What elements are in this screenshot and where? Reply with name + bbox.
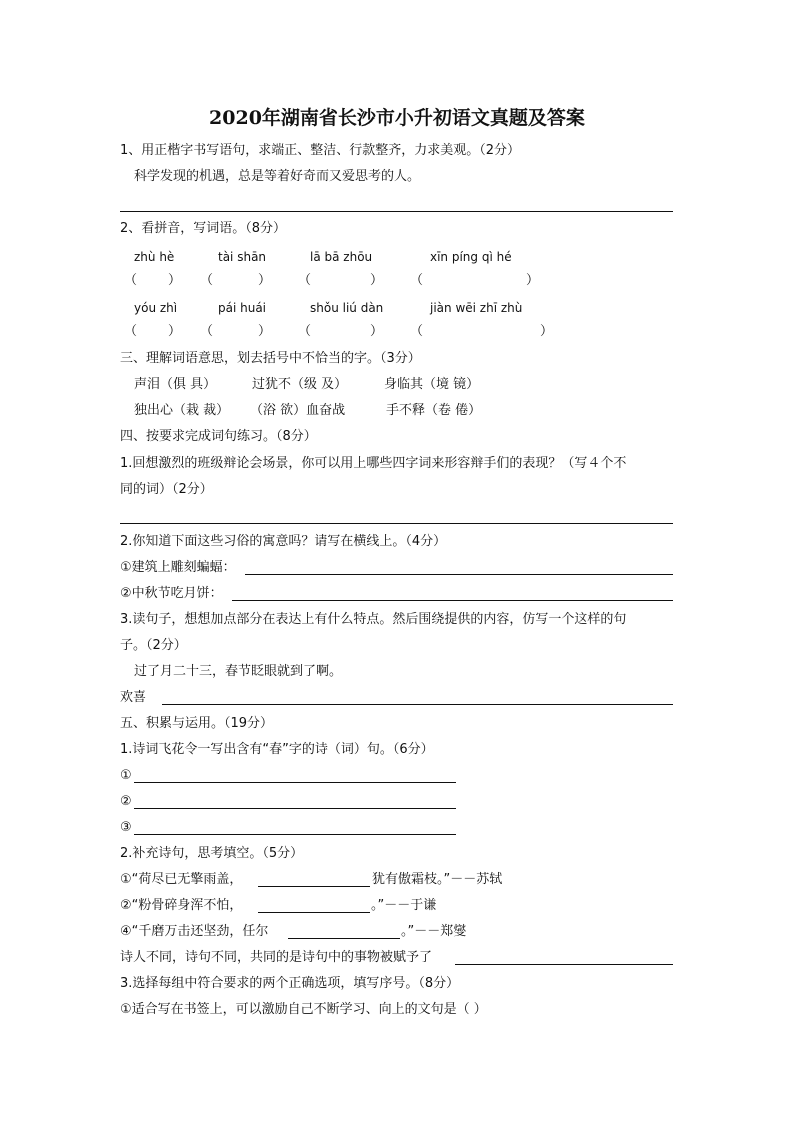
answer-paren-right: ） (370, 324, 384, 339)
q4-stem: 四、按要求完成词句练习。（8分） (120, 429, 317, 444)
q4-part3-answer-line[interactable] (162, 704, 673, 705)
q3-item-4[interactable]: 独出心（栽 裁） (134, 403, 230, 418)
q5-part1: 1.诗词飞花令一写出含有“春”字的诗（词）句。（6分） (120, 742, 434, 757)
q5-part2-d: 诗人不同，诗句不同，共同的是诗句中的事物被赋予了 (120, 950, 433, 965)
answer-paren-left: （ (298, 324, 312, 339)
page-title: 2020年湖南省长沙市小升初语文真题及答案 (209, 107, 585, 129)
q3-item-3[interactable]: 身临其（境 镜） (384, 377, 480, 392)
pinyin-2: tài shān (218, 250, 267, 264)
answer-paren-right: ） (168, 273, 182, 288)
q5-part1-answer-line-1[interactable] (134, 782, 456, 783)
q5-part2-a-blank[interactable] (258, 886, 370, 887)
q5-part1-mark-1: ① (120, 768, 132, 783)
q3-stem: 三、理解词语意思，划去括号中不恰当的字。（3分） (120, 351, 421, 366)
answer-paren-right: ） (258, 324, 272, 339)
q5-part3: 3.选择每组中符合要求的两个正确选项，填写序号。（8分） (120, 976, 460, 991)
q5-stem: 五、积累与运用。（19分） (120, 716, 274, 731)
q5-part1-mark-2: ② (120, 794, 132, 809)
q5-part2-a-pre: ①“荷尽已无擎雨盖， (120, 872, 243, 887)
answer-paren-right: ） (540, 324, 554, 339)
q4-part3-example: 过了月二十三，春节眨眼就到了啊。 (134, 664, 343, 679)
answer-paren-left: （ (124, 324, 138, 339)
answer-paren-right: ） (258, 273, 272, 288)
q2-stem: 2、看拼音，写词语。（8分） (120, 221, 287, 236)
q5-part3-a: ①适合写在书签上，可以激励自己不断学习、向上的文句是（ ） (120, 1002, 487, 1017)
q4-part2-a: ①建筑上雕刻蝙蝠： (120, 560, 236, 575)
pinyin-7: shǒu liú dàn (310, 301, 384, 315)
q5-part1-answer-line-3[interactable] (134, 834, 456, 835)
pinyin-8: jiàn wēi zhī zhù (430, 301, 523, 315)
pinyin-4: xīn píng qì hé (430, 250, 512, 264)
q4-part2-a-answer-line[interactable] (245, 574, 673, 575)
answer-paren-right: ） (168, 324, 182, 339)
q3-item-6[interactable]: 手不释（卷 倦） (386, 403, 482, 418)
answer-paren-left: （ (124, 273, 138, 288)
pinyin-3: lā bā zhōu (310, 250, 373, 264)
q4-part1-line1: 1.回想激烈的班级辩论会场景，你可以用上哪些四字词来形容辩手们的表现？（写４个不 (120, 456, 627, 471)
q5-part2-b-blank[interactable] (258, 912, 370, 913)
q5-part1-answer-line-2[interactable] (134, 808, 456, 809)
q5-part2-a-post: 犹有傲霜枝。”－－苏轼 (372, 872, 503, 887)
q5-part2-c-blank[interactable] (288, 938, 400, 939)
answer-paren-right: ） (370, 273, 384, 288)
q4-part2-b: ②中秋节吃月饼： (120, 586, 223, 601)
q1-stem: 1、用正楷字书写语句，求端正、整洁、行款整齐，力求美观。（2分） (120, 143, 521, 158)
q5-part2-b-pre: ②“粉骨碎身浑不怕， (120, 898, 243, 913)
q5-part1-mark-3: ③ (120, 820, 132, 835)
pinyin-5: yóu zhì (134, 301, 178, 315)
q4-part1-line2: 同的词）（2分） (120, 482, 213, 497)
q5-part2-c-post: 。”－－郑燮 (401, 924, 467, 939)
q5-part2-c-pre: ④“千磨万击还坚劲，任尔 (120, 924, 269, 939)
answer-paren-left: （ (200, 324, 214, 339)
q3-item-1[interactable]: 声泪（俱 具） (134, 377, 217, 392)
q4-part2: 2.你知道下面这些习俗的寓意吗？请写在横线上。（4分） (120, 534, 447, 549)
answer-paren-right: ） (526, 273, 540, 288)
q4-part3-word: 欢喜 (120, 690, 147, 705)
q4-part3-line1: 3.读句子，想想加点部分在表达上有什么特点。然后围绕提供的内容，仿写一个这样的句 (120, 612, 627, 627)
q5-part2: 2.补充诗句，思考填空。（5分） (120, 846, 304, 861)
q3-item-2[interactable]: 过犹不（级 及） (252, 377, 348, 392)
q4-part3-line2: 子。（2分） (120, 638, 187, 653)
q1-sentence: 科学发现的机遇，总是等着好奇而又爱思考的人。 (134, 169, 421, 184)
q1-answer-line[interactable] (120, 211, 673, 212)
q3-item-5[interactable]: （浴 欲）血奋战 (250, 403, 346, 418)
q5-part2-b-post: 。”－－于谦 (371, 898, 437, 913)
q5-part2-d-blank[interactable] (455, 964, 673, 965)
pinyin-1: zhù hè (134, 250, 175, 264)
pinyin-6: pái huái (218, 301, 267, 315)
q4-part1-answer-line[interactable] (120, 523, 673, 524)
answer-paren-left: （ (410, 273, 424, 288)
answer-paren-left: （ (200, 273, 214, 288)
q4-part2-b-answer-line[interactable] (232, 600, 673, 601)
answer-paren-left: （ (410, 324, 424, 339)
answer-paren-left: （ (298, 273, 312, 288)
